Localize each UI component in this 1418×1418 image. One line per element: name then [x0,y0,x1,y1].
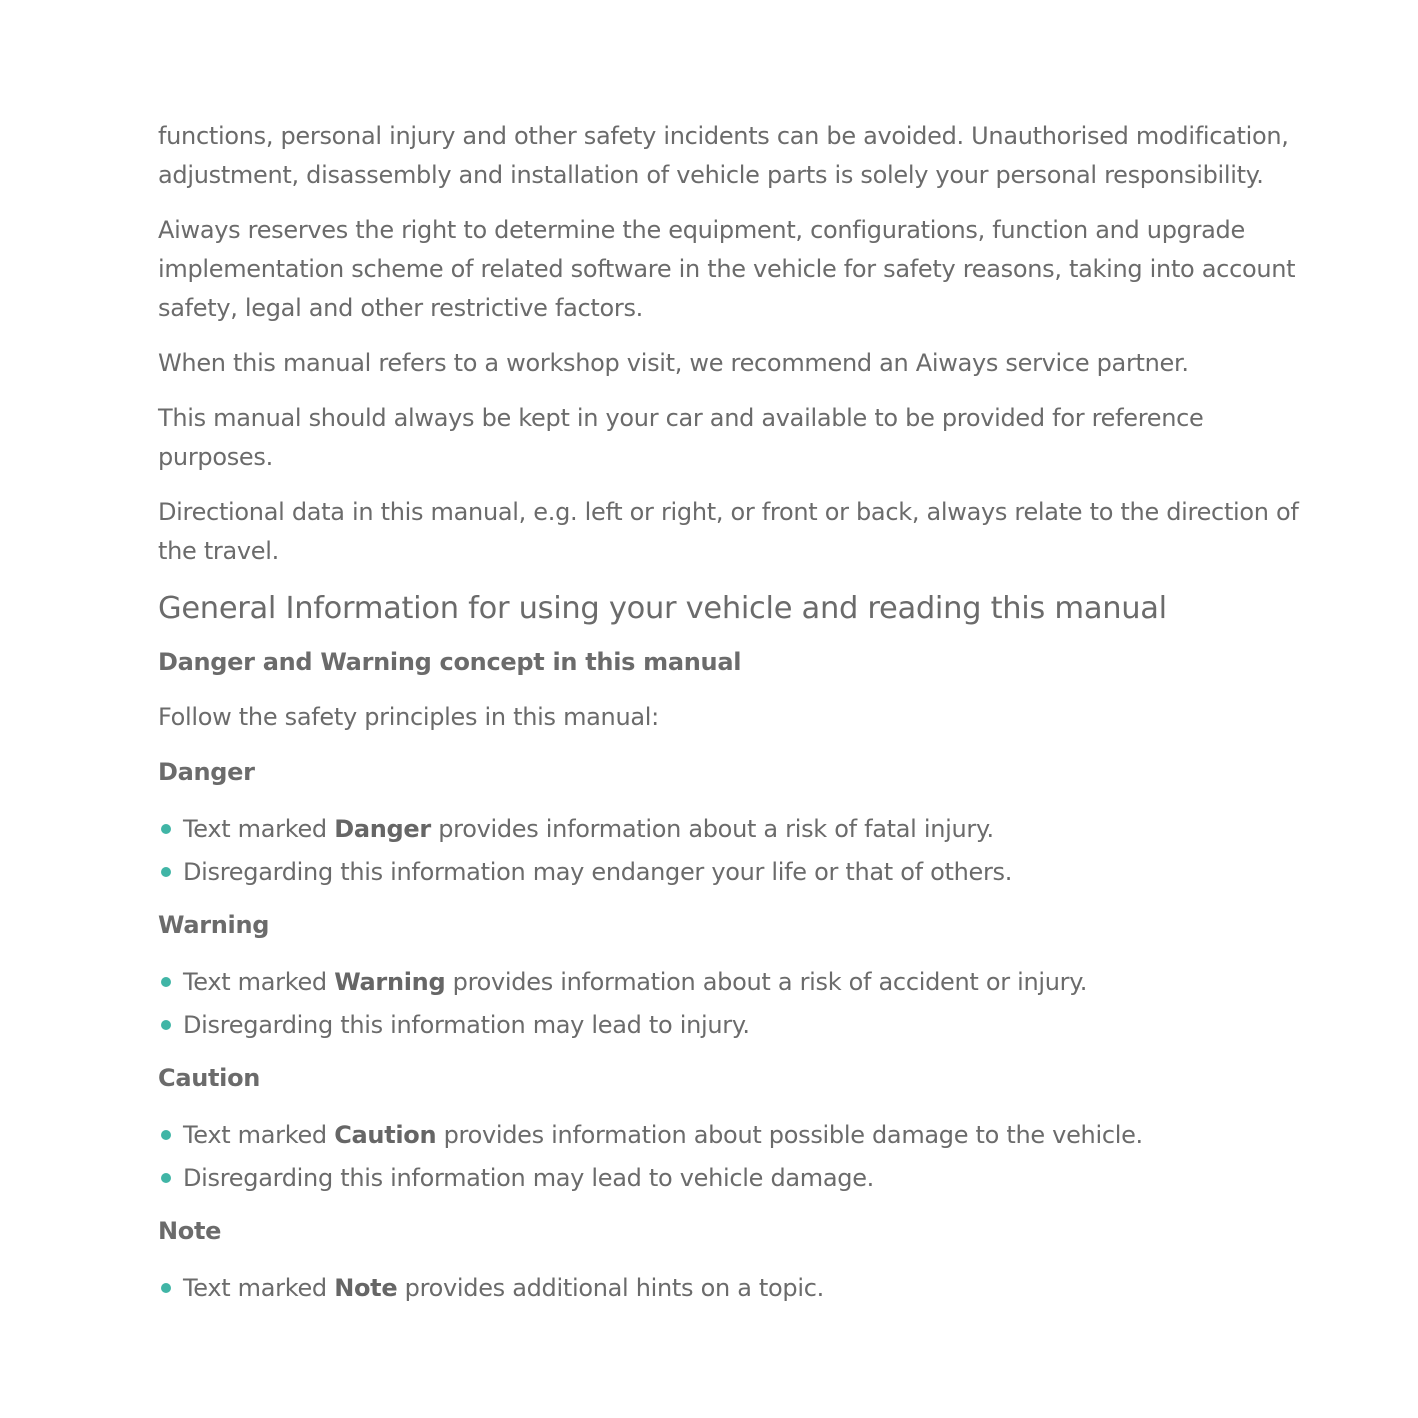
section-title: General Information for using your vehicle and reading this manual [158,591,1167,626]
bullet-icon [161,824,171,834]
note-heading: Note [158,1217,222,1245]
warning-heading: Warning [158,911,270,939]
paragraph-workshop: When this manual refers to a workshop visit, we recommend an Aiways service partner. [158,349,1189,377]
page-content [158,117,1318,1322]
danger-heading: Danger [158,758,255,786]
list-item [158,1114,1318,1157]
bullet-icon [161,1283,171,1293]
item-text: Disregarding this information may lead to vehicle damage. [183,1164,874,1192]
intro-text: Follow the safety principles in this manual: [158,703,659,731]
danger-list [158,808,1318,894]
bullet-icon [161,1173,171,1183]
item-rest: provides additional hints on a topic. [397,1274,824,1302]
list-item [158,1004,1318,1047]
list-item [158,808,1318,851]
item-rest: provides information about possible damage to the vehicle. [436,1121,1143,1149]
item-term: Warning [334,968,446,996]
bullet-icon [161,1130,171,1140]
item-prefix: Text marked [183,1121,335,1149]
item-text: Disregarding this information may lead to injury. [183,1011,750,1039]
subsection-title: Danger and Warning concept in this manual [158,648,742,676]
list-item [158,1267,1318,1310]
item-term: Danger [334,815,431,843]
list-item [158,961,1318,1004]
paragraph-directional: Directional data in this manual, e.g. left or right, or front or back, always relate to the direction of the travel. [158,498,1299,565]
caution-heading: Caution [158,1064,261,1092]
caution-list [158,1114,1318,1200]
warning-list [158,961,1318,1047]
bullet-icon [161,977,171,987]
bullet-icon [161,1020,171,1030]
item-prefix: Text marked [183,815,335,843]
list-item [158,851,1318,894]
item-rest: provides information about a risk of accident or injury. [445,968,1088,996]
paragraph-rights: Aiways reserves the right to determine the equipment, configurations, function and upgrade implementation scheme of related software in the vehicle for safety reasons, taking into account safety, legal and other restrictive factors. [158,216,1296,322]
bullet-icon [161,867,171,877]
list-item [158,1157,1318,1200]
item-prefix: Text marked [183,968,335,996]
paragraph-responsibility: functions, personal injury and other safety incidents can be avoided. Unauthorised modification, adjustment, disassembly and installation of vehicle parts is solely your personal responsibility. [158,122,1289,189]
item-text: Disregarding this information may endanger your life or that of others. [183,858,1013,886]
item-term: Caution [334,1121,437,1149]
item-prefix: Text marked [183,1274,335,1302]
paragraph-keep-manual: This manual should always be kept in your car and available to be provided for reference purposes. [158,404,1204,471]
item-term: Note [334,1274,398,1302]
note-list [158,1267,1318,1310]
item-rest: provides information about a risk of fatal injury. [430,815,994,843]
